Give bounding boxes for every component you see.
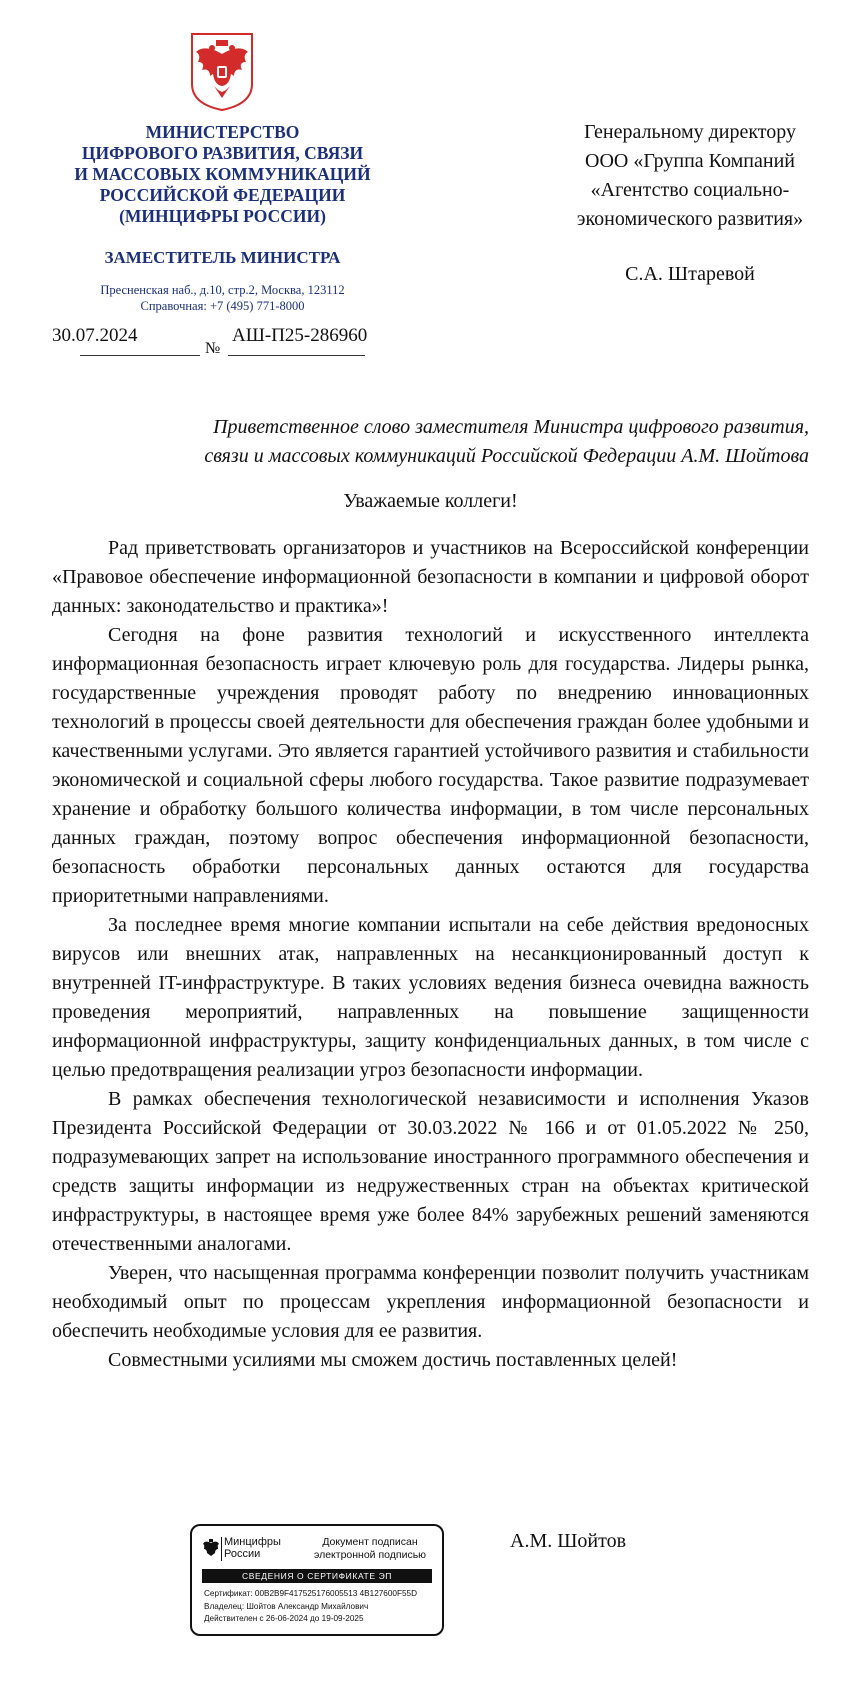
ministry-line: И МАССОВЫХ КОММУНИКАЦИЙ (74, 164, 371, 184)
certificate-info (204, 1588, 417, 1626)
paragraph: За последнее время многие компании испытали на себе действия вредоносных вирусов или внешних атак, направленных на несанкционированный доступ к внутренней IT-инфраструктуре. В таких условиях ведения бизнеса очевидна важность проведения мероприятий, направленных на повышение защищенности информационной инфраструктуры, защиту конфиденциальных данных, в том числе с целью предотвращения реализации угроз безопасности информации. (52, 914, 809, 1081)
addressee-line: ООО «Группа Компаний (585, 150, 795, 172)
letter-body (52, 534, 809, 1375)
date-underline (80, 355, 200, 356)
ministry-address (40, 282, 405, 314)
signed-note (304, 1536, 436, 1562)
signer-name: А.М. Шойтов (510, 1530, 627, 1552)
address-line: Пресненская наб., д.10, стр.2, Москва, 123112 (100, 283, 345, 297)
electronic-signature-stamp (190, 1524, 444, 1636)
ministry-line: ЦИФРОВОГО РАЗВИТИЯ, СВЯЗИ (81, 143, 364, 163)
certificate-validity: Действителен с 26-06-2024 до 19-09-2025 (204, 1614, 364, 1623)
title-line: Приветственное слово заместителя Министра цифрового развития, (213, 416, 809, 438)
ministry-line: МИНИСТЕРСТВО (145, 122, 300, 142)
addressee-name: С.А. Штаревой (625, 263, 755, 285)
certificate-number: Сертификат: 00B2B9F417525176005513 4B127600F55D (204, 1589, 417, 1598)
document-title (52, 413, 809, 471)
signed-line: Документ подписан (322, 1536, 418, 1548)
logo-line: России (224, 1548, 261, 1560)
title-line: связи и массовых коммуникаций Российской Федерации А.М. Шойтова (204, 445, 809, 467)
ministry-name (40, 122, 405, 227)
deputy-minister-title: ЗАМЕСТИТЕЛЬ МИНИСТРА (104, 248, 341, 267)
registration-date: 30.07.2024 (52, 325, 138, 346)
addressee-block (545, 118, 835, 289)
paragraph: Сегодня на фоне развития технологий и искусственного интеллекта информационная безопасность играет ключевую роль для государства. Лидеры рынка, государственные учреждения проводят работу по внедрению инновационных технологий в процессы своей деятельности для обеспечения граждан более удобными и качественными услугами. Это является гарантией устойчивого развития и стабильности экономической и социальной сферы любого государства. Такое развитие подразумевает хранение и обработку большого количества информации, в том числе персональных данных граждан, поэтому вопрос обеспечения информационной безопасности, безопасность обработки персональных данных остаются для государства приоритетными направлениями. (52, 624, 809, 907)
paragraph: В рамках обеспечения технологической независимости и исполнения Указов Президента Российской Федерации от 30.03.2022 № 166 и от 01.05.2022 № 250, подразумевающих запрет на использование иностранного программного обеспечения и средств защиты информации из недружественных стран на объектах критической инфраструктуры, в настоящее время уже более 84% зарубежных решений заменяются отечественными аналогами. (52, 1088, 809, 1255)
phone-line: Справочная: +7 (495) 771-8000 (140, 299, 305, 313)
ministry-line: (МИНЦИФРЫ РОССИИ) (119, 206, 326, 226)
mintsifry-logo (224, 1536, 281, 1560)
paragraph: Совместными усилиями мы сможем достичь поставленных целей! (108, 1349, 678, 1371)
addressee-line: «Агентство социально- (590, 179, 790, 201)
certificate-owner: Владелец: Шойтов Александр Михайлович (204, 1601, 369, 1611)
ministry-line: РОССИЙСКОЙ ФЕДЕРАЦИИ (99, 185, 346, 205)
number-sign: № (205, 340, 221, 357)
certificate-band: СВЕДЕНИЯ О СЕРТИФИКАТЕ ЭП (202, 1569, 432, 1583)
paragraph: Рад приветствовать организаторов и участников на Всероссийской конференции «Правовое обеспечение информационной безопасности в компании и цифровой оборот данных: законодательство и практика»! (52, 537, 809, 617)
paragraph: Уверен, что насыщенная программа конференции позволит получить участникам необходимый опыт по процессам укрепления информационной безопасности и обеспечить необходимые условия для ее развития. (52, 1262, 809, 1342)
salutation: Уважаемые коллеги! (343, 490, 518, 512)
eagle-emblem-icon (202, 1538, 220, 1560)
signed-line: электронной подписью (313, 1549, 427, 1561)
logo-line: Минцифры (224, 1536, 281, 1548)
addressee-line: экономического развития» (576, 208, 804, 230)
number-underline (228, 355, 365, 356)
russian-coat-of-arms-icon (188, 32, 256, 112)
addressee-line: Генеральному директору (583, 121, 797, 143)
registration-number: АШ-П25-286960 (232, 325, 368, 346)
